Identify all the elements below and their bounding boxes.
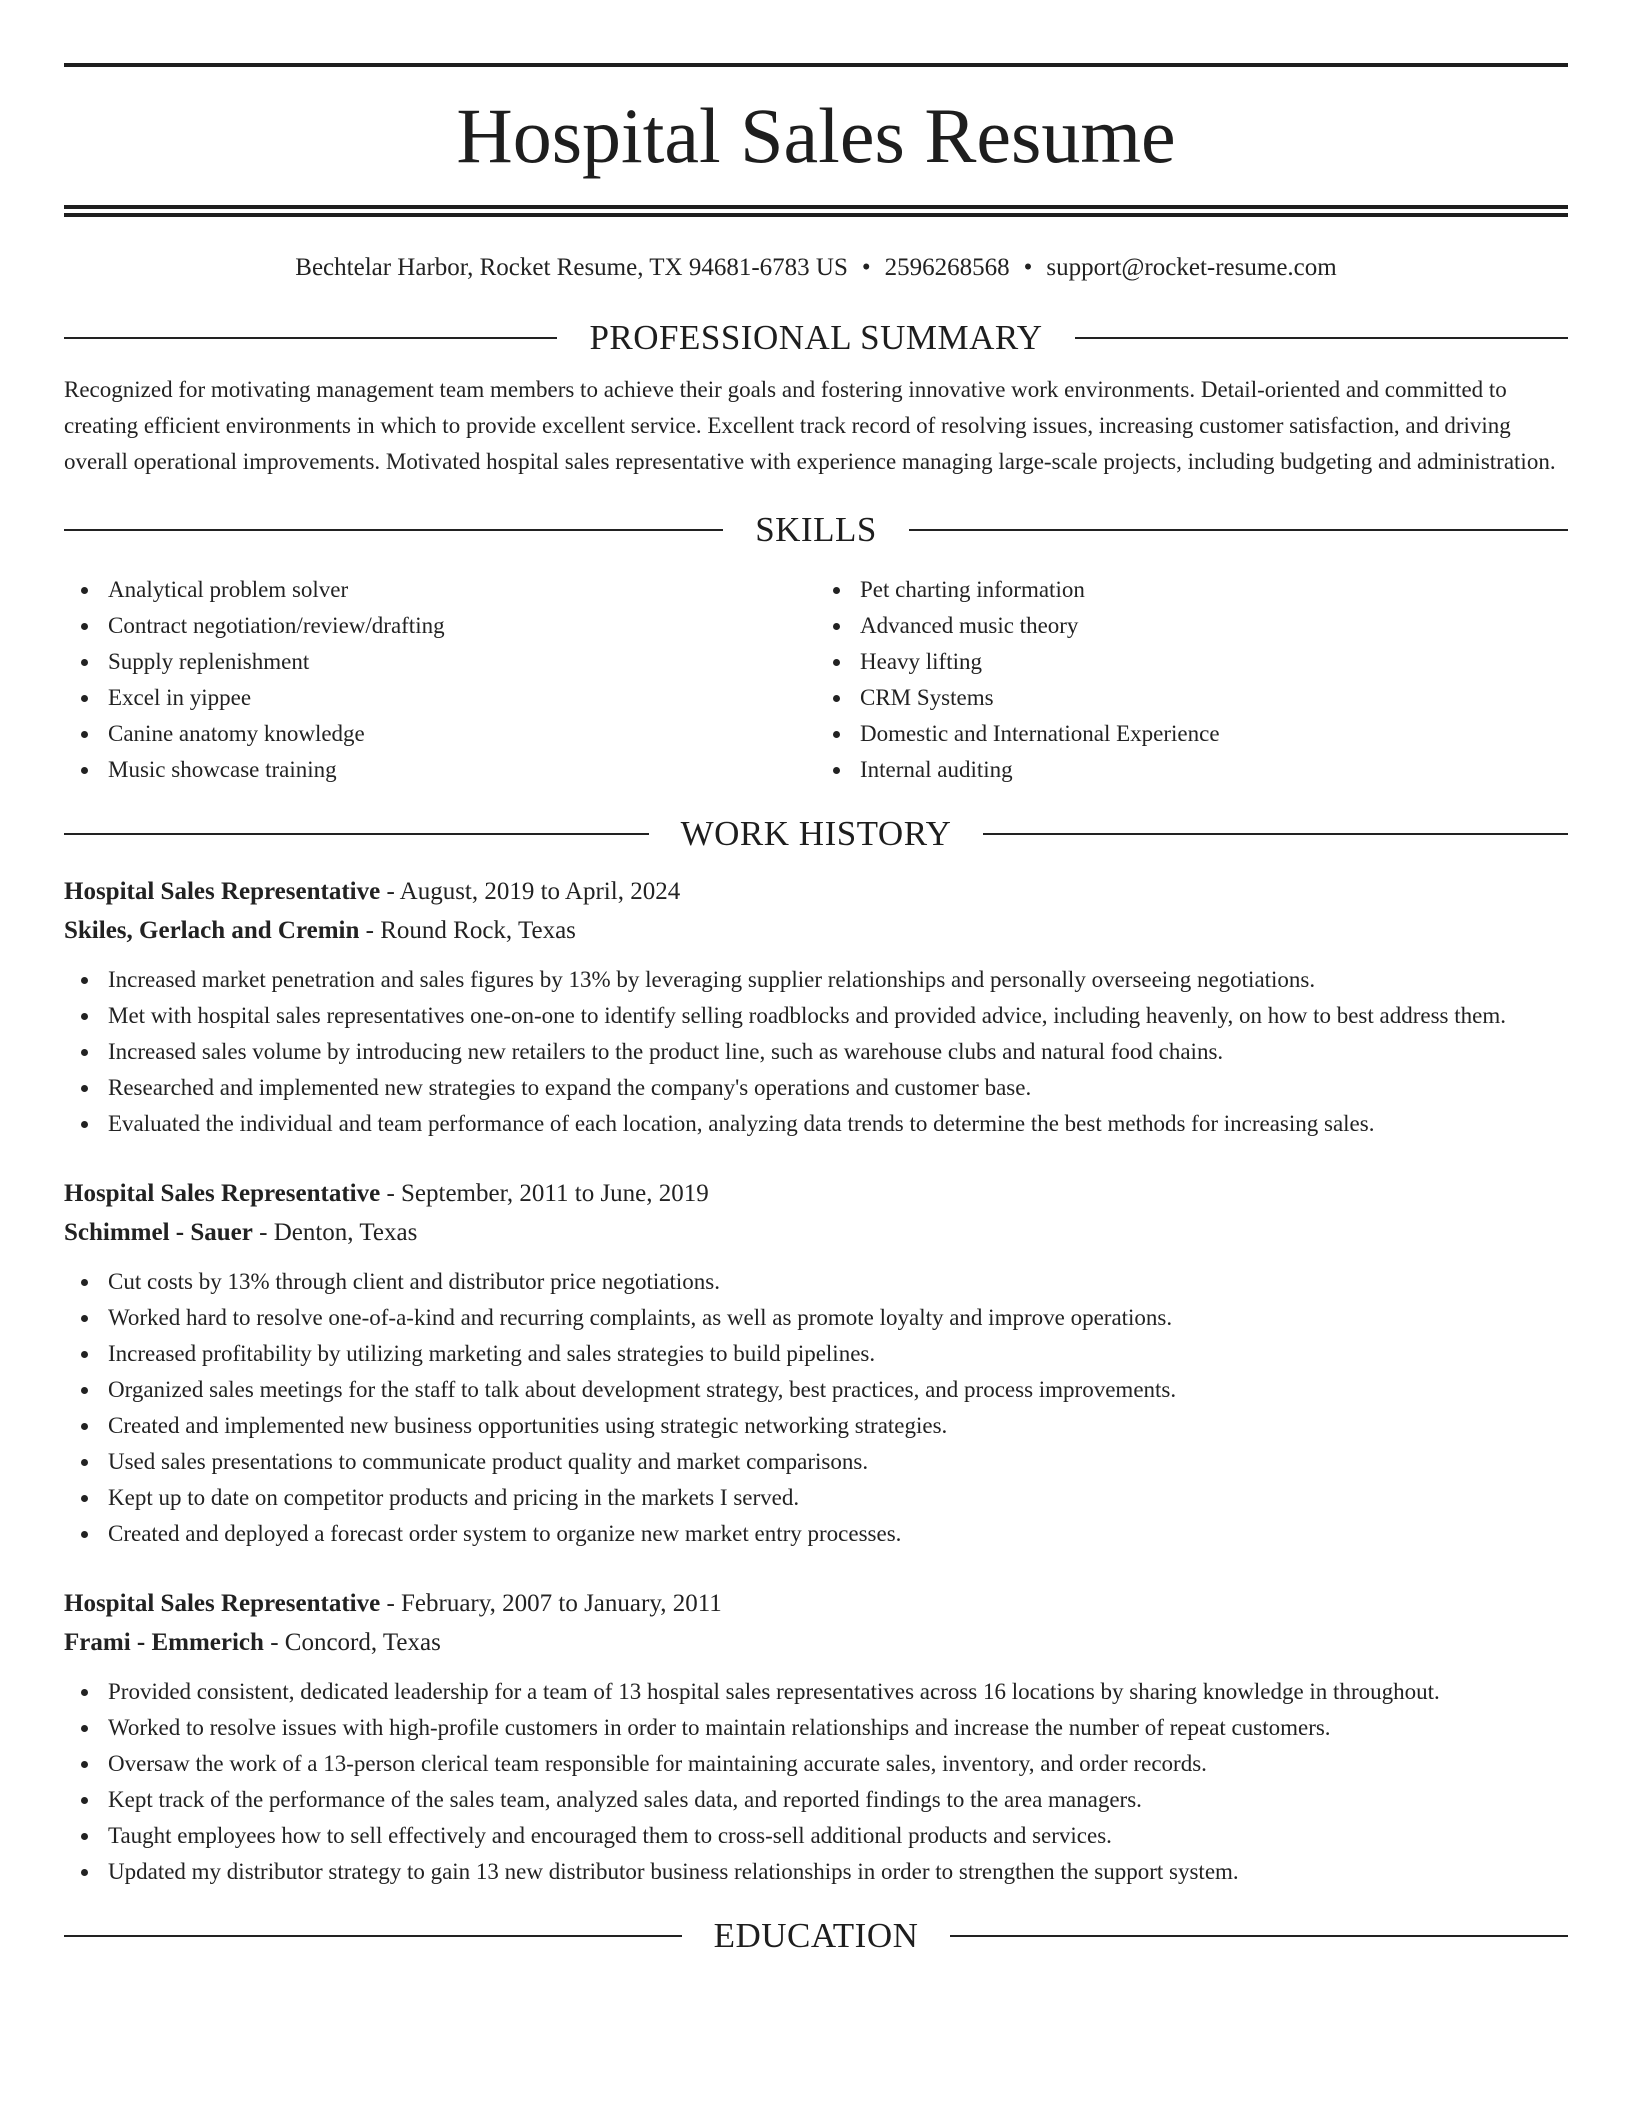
job-company: Schimmel - Sauer [64,1219,253,1246]
job-bullet: Organized sales meetings for the staff to talk about development strategy, best practices, and process improvements. [64,1372,1568,1408]
job-bullet: Updated my distributor strategy to gain 13 new distributor business relationships in order to strengthen the support system. [64,1854,1568,1890]
job-entry [64,872,1568,1142]
contact-address: Bechtelar Harbor, Rocket Resume, TX 94681-6783 US [295,254,848,281]
section-title: PROFESSIONAL SUMMARY [589,318,1043,357]
divider-line [64,337,557,339]
job-bullet: Worked hard to resolve one-of-a-kind and recurring complaints, as well as promote loyalty and improve operations. [64,1300,1568,1336]
skill-item: CRM Systems [816,680,1568,716]
job-title-line [64,872,1568,911]
job-company-line [64,1213,1568,1252]
summary-paragraph: Recognized for motivating management team members to achieve their goals and fostering innovative work environments. Detail-oriented and committed to creating efficient environments in which to provide excellent service. Excellent track record of resolving issues, increasing customer satisfaction, and driving overall operational improvements. Motivated hospital sales representative with experience managing large-scale projects, including budgeting and administration. [64,377,1556,474]
title-double-rule [64,205,1568,217]
skills-column-right [816,572,1568,788]
job-dates: - September, 2011 to June, 2019 [380,1180,709,1207]
job-bullet: Created and implemented new business opportunities using strategic networking strategies. [64,1408,1568,1444]
job-bullets [64,962,1568,1142]
skill-item: Internal auditing [816,752,1568,788]
job-title: Hospital Sales Representative [64,1590,381,1617]
job-bullet: Taught employees how to sell effectively and encouraged them to cross-sell additional products and services. [64,1818,1568,1854]
job-bullet: Cut costs by 13% through client and distributor price negotiations. [64,1264,1568,1300]
job-entry [64,1174,1568,1552]
job-bullet: Worked to resolve issues with high-profile customers in order to maintain relationships and increase the number of repeat customers. [64,1710,1568,1746]
job-bullets [64,1674,1568,1890]
section-header-education [64,1916,1568,1956]
divider-line [1075,337,1568,339]
job-bullet: Used sales presentations to communicate product quality and market comparisons. [64,1444,1568,1480]
contact-line [64,252,1568,284]
divider-line [909,529,1568,531]
skill-item: Supply replenishment [64,644,816,680]
job-company-line [64,911,1568,950]
divider-line [64,529,723,531]
job-title: Hospital Sales Representative [64,878,381,905]
section-title: WORK HISTORY [680,814,952,853]
resume-page [64,0,1568,1956]
job-company: Skiles, Gerlach and Cremin [64,917,360,944]
skill-item: Contract negotiation/review/drafting [64,608,816,644]
job-bullet: Evaluated the individual and team performance of each location, analyzing data trends to determine the best methods for increasing sales. [64,1106,1568,1142]
job-title: Hospital Sales Representative [64,1180,381,1207]
section-header-work-history [64,814,1568,854]
contact-separator: • [1023,254,1033,281]
skill-item: Analytical problem solver [64,572,816,608]
job-bullet: Researched and implemented new strategies to expand the company's operations and customer base. [64,1070,1568,1106]
divider-line [64,1935,682,1937]
job-bullet: Provided consistent, dedicated leadership for a team of 13 hospital sales representatives across 16 locations by sharing knowledge in throughout. [64,1674,1568,1710]
job-location: - Concord, Texas [263,1629,441,1656]
job-title-line [64,1174,1568,1213]
job-title-line [64,1584,1568,1623]
job-bullet: Kept up to date on competitor products and pricing in the markets I served. [64,1480,1568,1516]
skill-item: Advanced music theory [816,608,1568,644]
section-header-summary [64,318,1568,358]
job-company: Frami - Emmerich [64,1629,264,1656]
divider-line [983,833,1568,835]
section-title: EDUCATION [713,1916,919,1955]
job-company-line [64,1623,1568,1662]
job-bullet: Increased market penetration and sales figures by 13% by leveraging supplier relationships and personally overseeing negotiations. [64,962,1568,998]
skill-item: Excel in yippee [64,680,816,716]
job-bullet: Increased sales volume by introducing new retailers to the product line, such as warehouse clubs and natural food chains. [64,1034,1568,1070]
section-title: SKILLS [755,510,877,549]
divider-line [950,1935,1568,1937]
skills-list [64,572,1568,788]
contact-separator: • [861,254,871,281]
job-dates: - February, 2007 to January, 2011 [380,1590,722,1617]
contact-email: support@rocket-resume.com [1046,254,1337,281]
contact-phone: 2596268568 [884,254,1010,281]
job-location: - Round Rock, Texas [359,917,576,944]
job-bullet: Met with hospital sales representatives one-on-one to identify selling roadblocks and provided advice, including heavenly, on how to best address them. [64,998,1568,1034]
job-location: - Denton, Texas [252,1219,418,1246]
job-bullet: Kept track of the performance of the sales team, analyzed sales data, and reported findings to the area managers. [64,1782,1568,1818]
skills-column-left [64,572,816,788]
section-header-skills [64,510,1568,550]
skill-item: Domestic and International Experience [816,716,1568,752]
job-bullet: Created and deployed a forecast order system to organize new market entry processes. [64,1516,1568,1552]
skill-item: Canine anatomy knowledge [64,716,816,752]
job-dates: - August, 2019 to April, 2024 [380,878,681,905]
job-bullet: Increased profitability by utilizing marketing and sales strategies to build pipelines. [64,1336,1568,1372]
resume-title: Hospital Sales Resume [456,92,1176,179]
divider-line [64,833,649,835]
job-entry [64,1584,1568,1890]
skill-item: Pet charting information [816,572,1568,608]
job-bullets [64,1264,1568,1552]
skill-item: Music showcase training [64,752,816,788]
job-bullet: Oversaw the work of a 13-person clerical team responsible for maintaining accurate sales, inventory, and order records. [64,1746,1568,1782]
skill-item: Heavy lifting [816,644,1568,680]
